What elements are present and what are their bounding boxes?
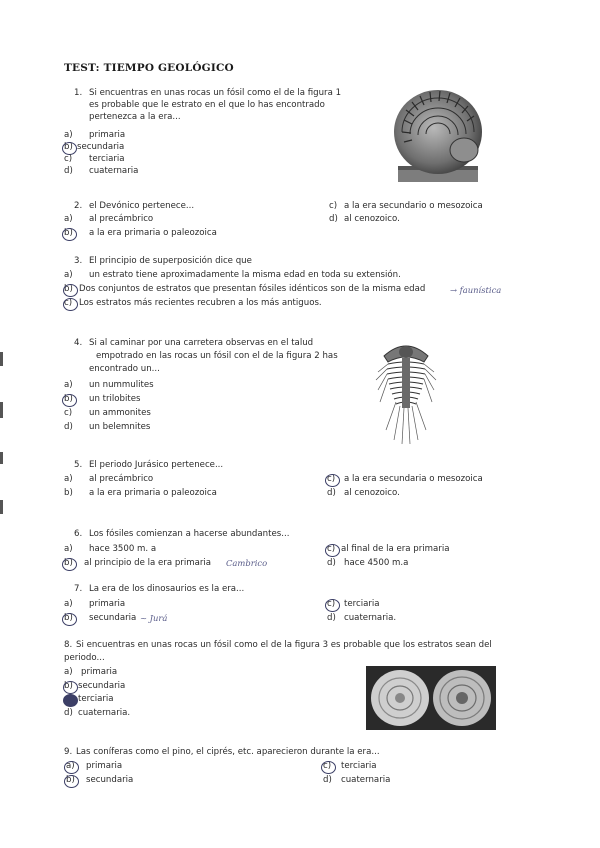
- answer-mark-circle: [62, 558, 77, 571]
- q4-option-d-letter: d): [64, 422, 73, 432]
- q1-option-a-letter: a): [64, 130, 73, 140]
- q9-option-c[interactable]: terciaria: [341, 761, 377, 771]
- question-6-number: 6.: [74, 529, 83, 539]
- q3-option-a[interactable]: un estrato tiene aproximadamente la misma edad en toda su extensión.: [89, 270, 401, 280]
- q1-option-d[interactable]: cuaternaria: [89, 166, 139, 176]
- q6-option-b-letter: b): [64, 558, 73, 568]
- q4-option-d[interactable]: un belemnites: [89, 422, 151, 432]
- q6-option-d-letter: d): [327, 558, 336, 568]
- q8-option-a[interactable]: primaria: [81, 667, 118, 677]
- q9-option-a[interactable]: primaria: [86, 761, 123, 771]
- q4-option-a[interactable]: un nummulites: [89, 380, 154, 390]
- q1-option-b[interactable]: secundaria: [77, 142, 125, 152]
- answer-mark-filled-circle: [63, 694, 78, 707]
- q1-option-c[interactable]: terciaria: [89, 154, 125, 164]
- scan-edge-mark: [0, 500, 3, 514]
- question-4-line-2: empotrado en las rocas un fósil con el de la figura 2 has: [96, 351, 338, 361]
- answer-mark-circle: [62, 394, 77, 407]
- q5-option-d-letter: d): [327, 488, 336, 498]
- answer-mark-circle: [321, 761, 336, 774]
- q3-option-c[interactable]: Los estratos más recientes recubren a los más antiguos.: [79, 298, 322, 308]
- q8-option-d-letter: d): [64, 708, 73, 718]
- q2-option-a[interactable]: al precámbrico: [89, 214, 154, 224]
- q9-option-c-letter: c): [323, 761, 332, 771]
- answer-mark-circle: [64, 775, 79, 788]
- question-7-text: La era de los dinosaurios es la era...: [89, 584, 245, 594]
- question-1-number: 1.: [74, 88, 83, 98]
- scan-edge-mark: [0, 352, 3, 366]
- q2-option-c[interactable]: a la era secundario o mesozoica: [344, 201, 483, 211]
- q2-option-c-letter: c): [329, 201, 338, 211]
- answer-mark-circle: [63, 284, 78, 297]
- q6-option-d[interactable]: hace 4500 m.a: [344, 558, 409, 568]
- question-3-text: El principio de superposición dice que: [89, 256, 252, 266]
- q1-option-b-letter: b): [64, 142, 73, 152]
- nummulites-fossil-icon: [366, 666, 496, 730]
- question-9-number: 9.: [64, 747, 73, 757]
- q8-option-b[interactable]: secundaria: [78, 681, 126, 691]
- q2-option-b[interactable]: a la era primaria o paleozoica: [89, 228, 217, 238]
- answer-mark-circle: [64, 761, 79, 774]
- question-9-text: Las coníferas como el pino, el ciprés, etc. aparecieron durante la era...: [76, 747, 380, 757]
- q4-option-c[interactable]: un ammonites: [89, 408, 151, 418]
- question-8-number: 8.: [64, 640, 73, 650]
- q5-option-a-letter: a): [64, 474, 73, 484]
- question-4-line-1: Si al caminar por una carretera observas en el talud: [89, 338, 314, 348]
- q6-option-a-letter: a): [64, 544, 73, 554]
- q1-option-d-letter: d): [64, 166, 73, 176]
- q9-option-a-letter: a): [66, 761, 75, 771]
- q7-option-c-letter: c): [327, 599, 336, 609]
- answer-mark-circle: [325, 544, 340, 557]
- q9-option-d-letter: d): [323, 775, 332, 785]
- handwritten-note: ~ Jurá: [140, 613, 168, 623]
- q5-option-a[interactable]: al precámbrico: [89, 474, 154, 484]
- trilobite-fossil-icon: [374, 338, 438, 448]
- q9-option-d[interactable]: cuaternaria: [341, 775, 391, 785]
- answer-mark-circle: [63, 298, 78, 311]
- q8-option-a-letter: a): [64, 667, 73, 677]
- q2-option-b-letter: b): [64, 228, 73, 238]
- q7-option-d-letter: d): [327, 613, 336, 623]
- answer-mark-circle: [325, 599, 340, 612]
- question-7-number: 7.: [74, 584, 83, 594]
- q8-option-d[interactable]: cuaternaria.: [78, 708, 131, 718]
- q5-option-b-letter: b): [64, 488, 73, 498]
- q5-option-c-letter: c): [327, 474, 336, 484]
- question-4-number: 4.: [74, 338, 83, 348]
- question-4-line-3: encontrado un...: [89, 364, 160, 374]
- q4-option-c-letter: c): [64, 408, 73, 418]
- q4-option-b-letter: b): [64, 394, 73, 404]
- ammonite-fossil-icon: [384, 80, 492, 188]
- q9-option-b[interactable]: secundaria: [86, 775, 134, 785]
- q6-option-b[interactable]: al principio de la era primaria: [84, 558, 212, 568]
- q5-option-c[interactable]: a la era secundaria o mesozoica: [344, 474, 483, 484]
- question-6-text: Los fósiles comienzan a hacerse abundantes...: [89, 529, 290, 539]
- q1-option-c-letter: c): [64, 154, 73, 164]
- q7-option-a[interactable]: primaria: [89, 599, 126, 609]
- q3-option-b-letter: b): [64, 284, 73, 294]
- question-8-line-1: Si encuentras en unas rocas un fósil como el de la figura 3 es probable que los estratos sean del: [76, 640, 492, 650]
- scan-edge-mark: [0, 452, 3, 464]
- q6-option-c[interactable]: al final de la era primaria: [341, 544, 450, 554]
- question-1-line-3: pertenezca a la era...: [89, 112, 181, 122]
- page-title: TEST: TIEMPO GEOLÓGICO: [64, 62, 234, 74]
- question-5-text: El periodo Jurásico pertenece...: [89, 460, 224, 470]
- q6-option-c-letter: c): [327, 544, 336, 554]
- q2-option-a-letter: a): [64, 214, 73, 224]
- question-1-line-2: es probable que le estrato en el que lo has encontrado: [89, 100, 325, 110]
- q4-option-b[interactable]: un trilobites: [89, 394, 141, 404]
- answer-mark-circle: [62, 228, 77, 241]
- answer-mark-circle: [62, 613, 77, 626]
- q7-option-a-letter: a): [64, 599, 73, 609]
- q7-option-b[interactable]: secundaria: [89, 613, 137, 623]
- question-5-number: 5.: [74, 460, 83, 470]
- handwritten-note: Cambrico: [226, 558, 268, 568]
- question-3-number: 3.: [74, 256, 83, 266]
- answer-mark-circle: [325, 474, 340, 487]
- q9-option-b-letter: b): [66, 775, 75, 785]
- q8-option-b-letter: b): [64, 681, 73, 691]
- handwritten-note: → faunística: [450, 285, 502, 295]
- q4-option-a-letter: a): [64, 380, 73, 390]
- q2-option-d-letter: d): [329, 214, 338, 224]
- q7-option-c[interactable]: terciaria: [344, 599, 380, 609]
- question-8-line-2: periodo...: [64, 653, 105, 663]
- q3-option-c-letter: c): [64, 298, 73, 308]
- question-2-text: el Devónico pertenece...: [89, 201, 195, 211]
- q5-option-d[interactable]: al cenozoico.: [344, 488, 400, 498]
- q3-option-a-letter: a): [64, 270, 73, 280]
- answer-mark-circle: [63, 681, 78, 694]
- scan-edge-mark: [0, 402, 3, 418]
- question-1-line-1: Si encuentras en unas rocas un fósil como el de la figura 1: [89, 88, 342, 98]
- q1-option-a[interactable]: primaria: [89, 130, 126, 140]
- q6-option-a[interactable]: hace 3500 m. a: [89, 544, 157, 554]
- q5-option-b[interactable]: a la era primaria o paleozoica: [89, 488, 217, 498]
- q3-option-b[interactable]: Dos conjuntos de estratos que presentan fósiles idénticos son de la misma edad: [79, 284, 426, 294]
- q7-option-d[interactable]: cuaternaria.: [344, 613, 397, 623]
- question-2-number: 2.: [74, 201, 83, 211]
- q8-option-c[interactable]: terciaria: [78, 694, 114, 704]
- q2-option-d[interactable]: al cenozoico.: [344, 214, 400, 224]
- q7-option-b-letter: b): [64, 613, 73, 623]
